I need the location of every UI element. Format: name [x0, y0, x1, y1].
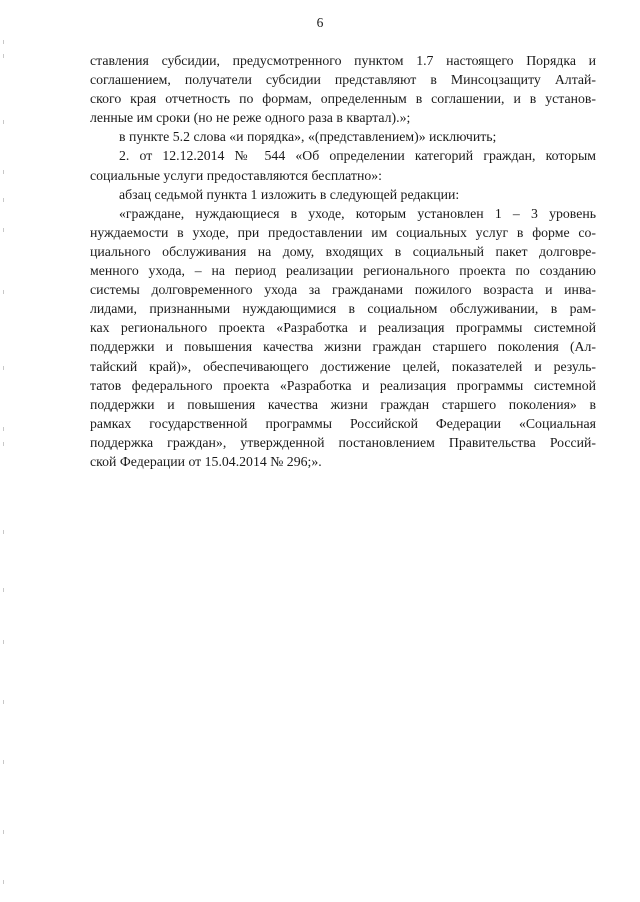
text-line: абзац седьмой пункта 1 изложить в следующей редакции: [119, 186, 460, 202]
text-line: татов федерального проекта «Разработка и реализация программы системной [90, 377, 596, 393]
text-line: соглашением, получатели субсидии представляют в Минсоцзащиту Алтай- [90, 72, 596, 88]
text-line: системы долговременного ухода за гражданами пожилого возраста и инва- [90, 282, 596, 298]
text-line: тайский край)», обеспечивающего достижение целей, показателей и резуль- [90, 358, 596, 374]
text-line: социальные услуги предоставляются бесплатно»: [90, 167, 382, 183]
paragraph-p1 [90, 51, 596, 127]
scan-margin-marks [3, 0, 5, 902]
text-line: рамках государственной программы Российской Федерации «Социальная [90, 415, 596, 431]
text-line: ставления субсидии, предусмотренного пунктом 1.7 настоящего Порядка и [90, 53, 596, 68]
text-line: ленные им сроки (но не реже одного раза в квартал).»; [90, 110, 411, 126]
text-line: ской Федерации от 15.04.2014 № 296;». [90, 453, 322, 469]
document-body [90, 51, 596, 471]
text-line: нуждаемости в уходе, при предоставлении им социальных услуг в форме со- [90, 224, 596, 240]
text-line: лидами, признанными нуждающимися в социальном обслуживании, в рам- [90, 301, 596, 317]
page-number: 6 [316, 15, 324, 30]
paragraph-p4 [90, 185, 596, 204]
text-line: поддержка граждан», утвержденной постановлением Правительства Россий- [90, 434, 596, 450]
paragraph-p2 [90, 127, 596, 146]
text-line: «граждане, нуждающиеся в уходе, которым установлен 1 – 3 уровень [119, 205, 596, 221]
text-line: циального обслуживания на дому, входящих в социальный пакет долговре- [90, 243, 596, 259]
text-line: ского края отчетность по формам, определенным в соглашении, и в установ- [90, 91, 596, 107]
paragraph-p5 [90, 204, 596, 471]
text-line: в пункте 5.2 слова «и порядка», «(представлением)» исключить; [119, 129, 497, 145]
paragraph-p3 [90, 146, 596, 184]
text-line: ках регионального проекта «Разработка и реализация программы системной [90, 320, 596, 336]
text-line: поддержки и повышения качества жизни граждан старшего поколения» в [90, 396, 596, 412]
text-line: менного ухода, – на период реализации регионального проекта по созданию [90, 263, 596, 279]
text-line: 2. от 12.12.2014 № 544 «Об определении категорий граждан, которым [119, 148, 596, 164]
text-line: поддержки и повышения качества жизни граждан старшего поколения (Ал- [90, 339, 596, 355]
